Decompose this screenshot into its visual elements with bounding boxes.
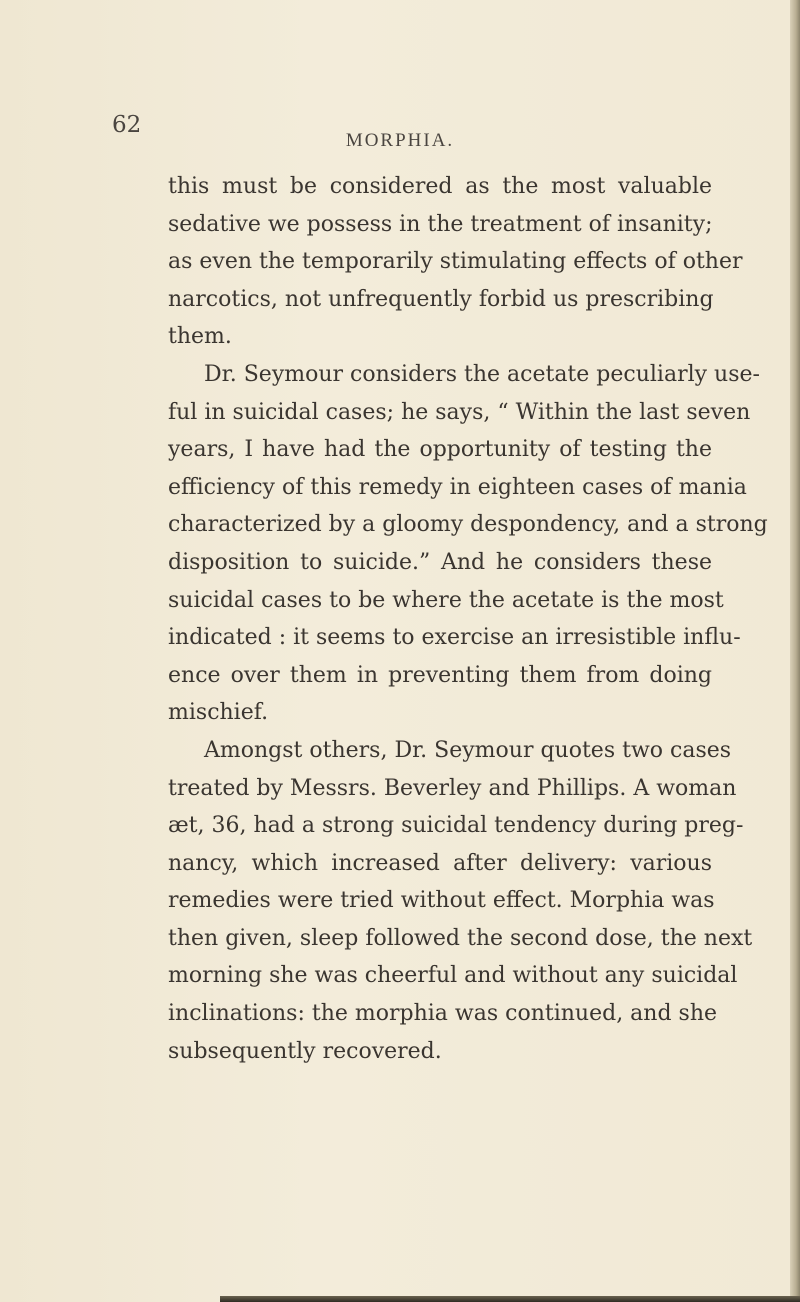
text-line: indicated : it seems to exercise an irresistible influ- [168, 625, 741, 651]
text-line: disposition to suicide.” And he considers these [168, 549, 712, 575]
page-bottom-edge [220, 1296, 800, 1302]
text-line: then given, sleep followed the second dose, the next [168, 925, 753, 951]
text-line: Dr. Seymour considers the acetate peculiarly use- [204, 361, 760, 387]
text-line: æt, 36, had a strong suicidal tendency during preg- [168, 813, 744, 839]
text-line: years, I have had the opportunity of testing the [168, 437, 712, 463]
text-line: treated by Messrs. Beverley and Phillips. A woman [168, 775, 737, 801]
text-line: them. [168, 324, 232, 350]
text-line: nancy, which increased after delivery: various [168, 850, 712, 876]
text-line: inclinations: the morphia was continued, and she [168, 1001, 718, 1027]
text-line: subsequently recovered. [168, 1038, 442, 1064]
text-line: suicidal cases to be where the acetate is the most [168, 587, 724, 613]
running-head: MORPHIA. [345, 130, 455, 151]
text-line: this must be considered as the most valuable [168, 174, 712, 199]
text-line: Amongst others, Dr. Seymour quotes two cases [204, 737, 732, 763]
text-line: ence over them in preventing them from doing [168, 662, 712, 688]
text-line: efficiency of this remedy in eighteen cases of mania [168, 474, 747, 500]
page-number: 62 [112, 112, 142, 138]
page-edge-shadow [790, 0, 800, 1302]
text-line: narcotics, not unfrequently forbid us prescribing [168, 286, 714, 312]
text-line: as even the temporarily stimulating effects of other [168, 249, 743, 275]
text-line: sedative we possess in the treatment of insanity; [168, 211, 713, 237]
body-text [168, 168, 768, 1070]
text-line: morning she was cheerful and without any suicidal [168, 963, 738, 989]
text-line: ful in suicidal cases; he says, “ Within the last seven [168, 399, 751, 425]
text-line: remedies were tried without effect. Morphia was [168, 888, 715, 914]
text-line: mischief. [168, 700, 269, 726]
text-line: characterized by a gloomy despondency, and a strong [168, 512, 768, 538]
